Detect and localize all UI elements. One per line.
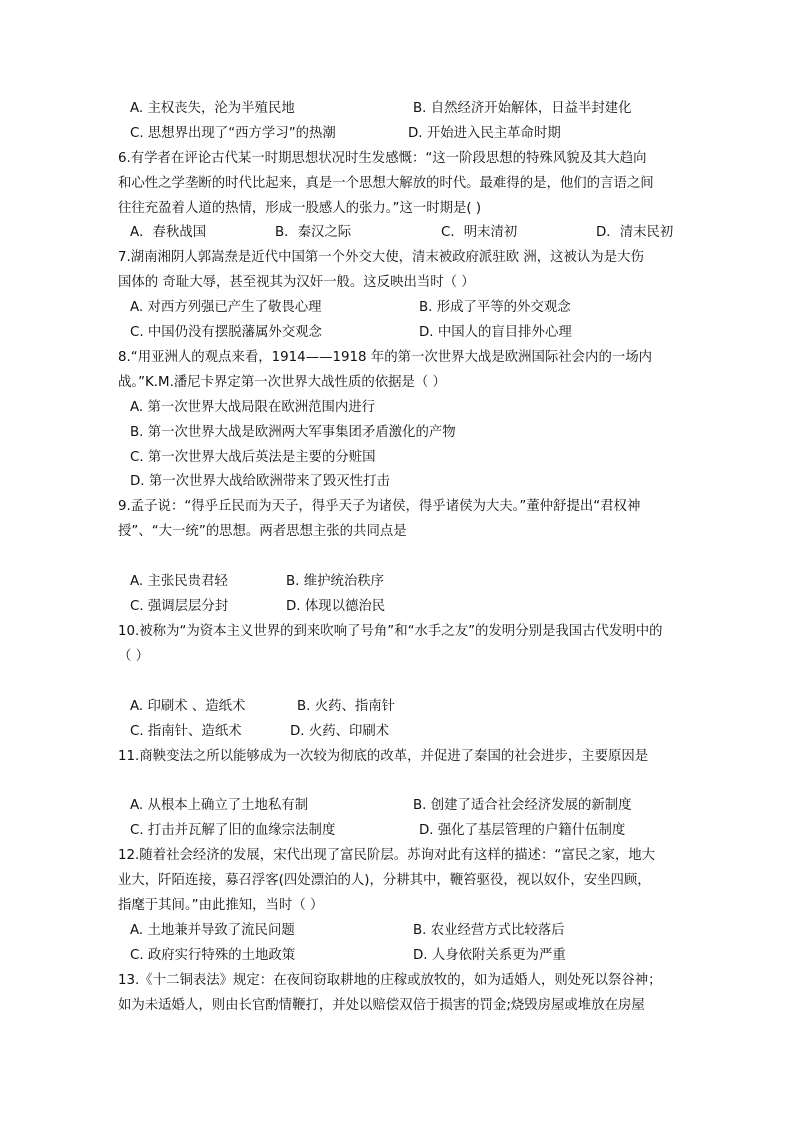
q10-option-b: B. 火药、指南针: [297, 699, 396, 714]
q9-option-c: C. 强调层层分封: [130, 599, 229, 614]
q5-option-b: B. 自然经济开始解体，日益半封建化: [413, 101, 632, 116]
q6-option-b: B．秦汉之际: [275, 225, 352, 240]
q10-option-a: A. 印刷术 、造纸术: [130, 699, 246, 714]
q6-stem-line-3: 往往充盈着人道的热情，形成一股感人的张力。”这一时期是( ): [118, 201, 482, 216]
q6-option-c: C．明末清初: [441, 225, 518, 240]
q9-stem-line-2: 授”、“大一统”的思想。两者思想主张的共同点是: [118, 524, 407, 539]
q7-option-a: A. 对西方列强已产生了敬畏心理: [130, 300, 322, 315]
q10-option-d: D. 火药、印刷术: [290, 724, 390, 739]
q6-option-d: D．清末民初: [596, 225, 674, 240]
q5-option-a: A. 主权丧失，沦为半殖民地: [130, 101, 295, 116]
q12-option-b: B. 农业经营方式比较落后: [413, 923, 565, 938]
q8-stem-line-1: 8.“用亚洲人的观点来看，1914——1918 年的第一次世界大战是欧洲国际社会内的一场内: [118, 350, 653, 365]
q9-option-d: D. 体现以德治民: [286, 599, 386, 614]
q8-stem-line-2: 战。”K.M.潘尼卡界定第一次世界大战性质的依据是（ ）: [118, 375, 446, 390]
q12-stem-line-1: 12.随着社会经济的发展，宋代出现了富民阶层。苏询对此有这样的描述：“富民之家，地大: [118, 848, 656, 863]
q10-option-c: C. 指南针、造纸术: [130, 724, 242, 739]
q11-option-d: D. 强化了基层管理的户籍什伍制度: [419, 823, 626, 838]
q11-option-c: C. 打击并瓦解了旧的血缘宗法制度: [130, 823, 336, 838]
q11-option-a: A. 从根本上确立了土地私有制: [130, 798, 309, 813]
q7-stem-line-1: 7.湖南湘阴人郭嵩焘是近代中国第一个外交大使，清末被政府派驻欧 洲，这被认为是大伤: [118, 250, 644, 265]
q10-stem-line-1: 10.被称为“为资本主义世界的到来吹响了号角”和“水手之友”的发明分别是我国古代发明中的: [118, 624, 663, 639]
q5-option-c: C. 思想界出现了“西方学习”的热潮: [130, 126, 336, 141]
q7-option-b: B. 形成了平等的外交观念: [419, 300, 571, 315]
q11-option-b: B. 创建了适合社会经济发展的新制度: [413, 798, 632, 813]
q6-stem-line-2: 和心性之学垄断的时代比起来，真是一个思想大解放的时代。最难得的是，他们的言语之间: [118, 176, 654, 191]
q11-stem-line-1: 11.商鞅变法之所以能够成为一次较为彻底的改革，并促进了秦国的社会进步，主要原因是: [118, 749, 649, 764]
q6-stem-line-1: 6.有学者在评论古代某一时期思想状况时生发感慨：“这一阶段思想的特殊风貌及其大趋向: [118, 151, 647, 166]
q9-option-b: B. 维护统治秩序: [286, 574, 385, 589]
q9-option-a: A. 主张民贵君轻: [130, 574, 228, 589]
q8-option-d: D. 第一次世界大战给欧洲带来了毁灭性打击: [130, 474, 390, 489]
q6-option-a: A．春秋战国: [130, 225, 207, 240]
q13-stem-line-1: 13.《十二铜表法》规定：在夜间窃取耕地的庄稼或放牧的，如为适婚人，则处死以祭谷神；: [118, 973, 662, 988]
q8-option-b: B. 第一次世界大战是欧洲两大军事集团矛盾激化的产物: [130, 425, 456, 440]
q8-option-c: C. 第一次世界大战后英法是主要的分赃国: [130, 450, 376, 465]
q12-option-c: C. 政府实行特殊的土地政策: [130, 948, 296, 963]
q7-option-c: C. 中国仍没有摆脱藩属外交观念: [130, 325, 322, 340]
q7-option-d: D. 中国人的盲目排外心理: [419, 325, 572, 340]
q5-option-d: D. 开始进入民主革命时期: [408, 126, 561, 141]
q12-option-a: A. 土地兼并导致了流民问题: [130, 923, 295, 938]
q13-stem-line-2: 如为未适婚人，则由长官酌情鞭打，并处以赔偿双倍于损害的罚金;烧毁房屋或堆放在房屋: [118, 998, 645, 1013]
q8-option-a: A. 第一次世界大战局限在欧洲范围内进行: [130, 400, 376, 415]
q12-stem-line-3: 指麾于其间。”由此推知，当时（ ）: [118, 898, 324, 913]
q9-stem-line-1: 9.孟子说：“得乎丘民而为天子，得乎天子为诸侯，得乎诸侯为大夫。”董仲舒提出“君权神: [118, 499, 641, 514]
q12-stem-line-2: 业大，阡陌连接，募召浮客(四处漂泊的人)，分耕其中，鞭笞驱役，视以奴仆，安坐四顾，: [118, 873, 651, 888]
q10-stem-line-2: （ ）: [118, 649, 150, 664]
q7-stem-line-2: 国体的 奇耻大辱，甚至视其为汉奸一般。这反映出当时（ ）: [118, 275, 475, 290]
q12-option-d: D. 人身依附关系更为严重: [413, 948, 566, 963]
